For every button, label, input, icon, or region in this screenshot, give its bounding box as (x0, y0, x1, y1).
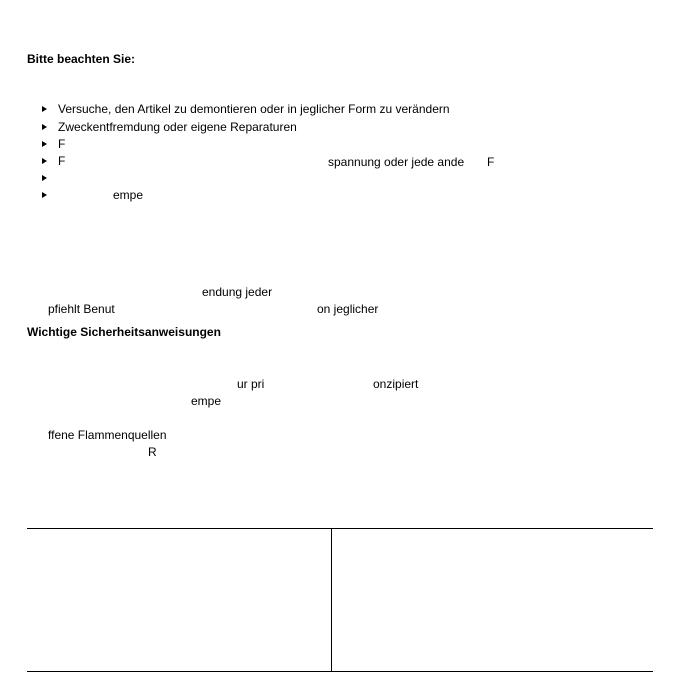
list-item (42, 153, 65, 169)
bullet-arrow-icon (42, 124, 47, 130)
text-fragment: empe (113, 188, 144, 202)
list-item (42, 101, 450, 117)
bullet-arrow-icon (42, 106, 47, 112)
text-fragment: endung jeder (202, 285, 273, 299)
text-fragment: empe (191, 394, 222, 408)
text-fragment: onzipiert (373, 377, 419, 391)
notice-heading: Bitte beachten Sie: (27, 52, 136, 66)
safety-heading: Wichtige Sicherheitsanweisungen (27, 325, 221, 339)
list-item-text: F (58, 154, 66, 168)
bullet-arrow-icon (42, 158, 47, 164)
bullet-arrow-icon (42, 141, 47, 147)
list-item (42, 187, 58, 203)
text-fragment: spannung oder jede ande (328, 155, 465, 169)
text-fragment: on jeglicher (317, 302, 379, 316)
list-item (42, 136, 65, 152)
text-fragment: ffene Flammenquellen (48, 428, 167, 442)
text-fragment: ur pri (237, 377, 265, 391)
table-bottom-border (27, 671, 653, 672)
table-column-divider (331, 528, 332, 672)
list-item-text: F (58, 137, 66, 151)
table-top-border (27, 528, 653, 529)
list-item-text: Versuche, den Artikel zu demontieren oder in jeglicher Form zu verändern (58, 102, 450, 116)
bullet-arrow-icon (42, 192, 47, 198)
text-fragment: pfiehlt Benut (48, 302, 115, 316)
bullet-arrow-icon (42, 175, 47, 181)
text-fragment: F (487, 155, 495, 169)
text-fragment: R (148, 445, 157, 459)
list-item (42, 119, 297, 135)
list-item-text: Zweckentfremdung oder eigene Reparaturen (58, 120, 297, 134)
list-item (42, 170, 58, 186)
